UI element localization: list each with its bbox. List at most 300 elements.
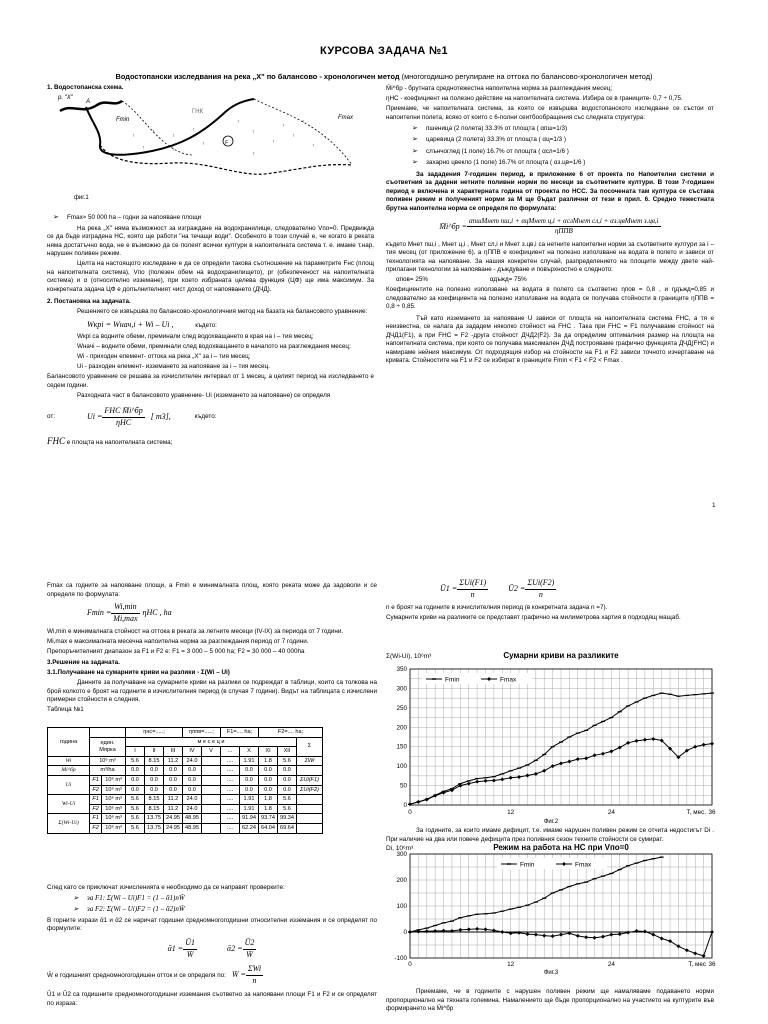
svg-text:↑: ↑: [142, 145, 145, 151]
chart-point-fmax: [492, 779, 496, 783]
page-number: 1: [712, 502, 716, 509]
right-column-page2-top: [386, 604, 714, 624]
chart-legend-label: Fmin: [445, 676, 460, 684]
table-row-sublabel: F2: [90, 823, 102, 833]
chart-xtick-label: 12: [507, 809, 515, 816]
chart-xlabel: T, мес: [688, 961, 706, 968]
table-cell: 48.95: [183, 823, 202, 833]
page-subtitle: [0, 72, 768, 82]
para-method: Решението се извършва по балансово-хронологичния метод на базата на балансовото уравнение:: [77, 308, 368, 315]
chart-point-fmax: [517, 775, 521, 779]
chart-point-fmax: [467, 782, 471, 786]
river-line: [60, 101, 122, 111]
table-row-unit: 10⁶ m³: [102, 795, 126, 805]
table-cell: 69.64: [278, 823, 297, 833]
chart-legend-label: Fmin: [520, 861, 535, 869]
bullet-fmax: ➢ Fmax≈ 50 000 ha – годни за напояване площи: [67, 213, 374, 223]
para-net-norms: където Mнет пш,i , Mнет ц,i , Mнет сл,i и Mнет з.цв,i са нетните напоителни норми за съответните култури за i – тия месец (от приложение 6), а ηППВ е коефициент на полезно използване на водата в полето и зависи от технологията на напояване. За нашия конкретен случай, разпределението на площите между двете най-прилагани технологии за напояване - дъждуване и повърхностно е следното:: [386, 240, 714, 274]
table-cell: 64.04: [259, 823, 278, 833]
table-cell: ....: [221, 823, 240, 833]
equation-u2-fraction: [525, 578, 556, 601]
table-month-header: V: [202, 747, 221, 757]
chart-point-fmax: [475, 927, 479, 931]
chart-ns-operating-mode: [382, 838, 722, 988]
chart-point-fmax: [467, 927, 471, 931]
table-header-unit: един. Мярка: [90, 737, 126, 756]
share-sprinkler: αдъжд= 75%: [489, 276, 527, 284]
table-row-sum: ΣWi: [297, 756, 323, 766]
chart-point-fmax: [408, 930, 412, 934]
table-row-unit: 10⁶ m³: [102, 814, 126, 824]
table-row-sum: [297, 766, 323, 776]
table-header-eta-ppv: ηппв=.....;: [183, 728, 221, 738]
field-marks: [132, 119, 327, 157]
svg-text:↑: ↑: [252, 151, 255, 157]
chart-point-fmax: [576, 757, 580, 761]
chart-point-fmax: [484, 927, 488, 931]
equation-fmin-num: Wi,min: [111, 602, 139, 614]
chart-point-fmax: [559, 761, 563, 765]
table-cell: 0.0: [164, 766, 183, 776]
equation-u1-fraction: [457, 578, 488, 601]
table-row-sublabel: F2: [90, 804, 102, 814]
fig-label-f: F: [225, 140, 229, 146]
chart-point-fmax: [626, 741, 630, 745]
fig-label-fmin: Fmin: [116, 117, 130, 123]
table-cell: 0.0: [278, 766, 297, 776]
para-checks: След като се приключат изчисленията е необходимо да се направят проверките:: [47, 884, 285, 891]
chart-point-fmax: [584, 756, 588, 760]
chart-point-fmax: [685, 948, 689, 952]
chart-point-fmax: [626, 931, 630, 935]
table-cell: [202, 823, 221, 833]
equation-mbr-lhs: M̄i^бр =: [439, 221, 468, 231]
equation-ui: [47, 406, 374, 429]
fmax-boundary: [254, 99, 352, 165]
def-fnc-symbol: FНС: [47, 435, 65, 446]
svg-text:↑: ↑: [252, 129, 255, 135]
chart-point-fmax: [618, 932, 622, 936]
chart-caption: Фиг.3: [543, 970, 559, 976]
table-row: [48, 804, 323, 814]
para-river: На река „Х" няма възможност за изграждане на водохранилище, следователно Vпо=0. Предвижда се да бъде изградена НС, която ще работи "на течащи води". Особеното в този случай е, че когато в реката няма достатъчно вода, не е възможно да се полеят всички култури в напоителната система т. е. имаме т.нар. нарушен поливен режим.: [47, 224, 374, 257]
table-header-f2: F2=.... ha;: [259, 728, 323, 738]
table-cell: 0.0: [240, 775, 259, 785]
table-month-header: IV: [183, 747, 202, 757]
table-row-sum: ΣUi(F2): [297, 785, 323, 795]
table-cell: 0.0: [145, 766, 164, 776]
table-row-sum: [297, 814, 323, 824]
table-cell: 0.0: [183, 775, 202, 785]
table-cell: 11.2: [164, 804, 183, 814]
equation-alpha1-fraction: [183, 938, 197, 961]
chart-point-fmax: [542, 934, 546, 938]
table-cell: 13.75: [145, 814, 164, 824]
equation-ui-num: FНС M̄i^бр: [102, 406, 144, 418]
equation-fmin: [47, 602, 377, 625]
chart-point-fmax: [534, 933, 538, 937]
area-boundary: [100, 145, 352, 174]
chart-legend-label: Fmax: [575, 861, 592, 869]
heading-solution: 3.Решение на задачата.: [47, 659, 120, 667]
table-cell: 0.0: [259, 785, 278, 795]
table-row: [48, 814, 323, 824]
table-cell: 0.0: [164, 775, 183, 785]
equation-ui-where: където:: [194, 413, 217, 421]
chart-xtick-label: 24: [607, 961, 615, 968]
equation-mbr-den: ηППВ: [554, 227, 573, 236]
chart-point-fmax: [643, 738, 647, 742]
chart-title: Режим на работа на НС при Vпо=0: [493, 843, 629, 852]
equation-u1-num: ΣUi(F1): [457, 578, 488, 590]
table-cell: 1.91: [240, 756, 259, 766]
heading-scheme: 1. Водостопанска схема.: [47, 84, 124, 91]
table-cell: 0.0: [278, 775, 297, 785]
chart-xtick-label: 36: [708, 961, 716, 968]
table-row-sublabel: F2: [90, 785, 102, 795]
equation-balance: [47, 320, 374, 331]
chart-xtick-label: 0: [408, 961, 412, 968]
table-cell: 11.2: [164, 795, 183, 805]
table-row-label: Wi-Ui: [48, 795, 90, 814]
table-cell: 0.0: [278, 785, 297, 795]
chart-point-fmax: [525, 773, 529, 777]
table-cell: ....: [221, 804, 240, 814]
para-deficit: За годините, за които имаме дефицит, т.е. имаме нарушен поливен режим се отчита недостигът Di . При наличие на два или повече дефицита през поливния сезон техните стойности се сумират.: [386, 827, 714, 843]
table-cell: ....: [221, 814, 240, 824]
table-cell: 0.0: [145, 785, 164, 795]
chart-point-fmax: [601, 935, 605, 939]
para-structure: Приемаме, че напоителната система, за която се извършва водостопанското изследване се състои от напоителни полета, всяко от които с 6-полни сеитбообращения със следната структура:: [386, 105, 714, 121]
chart-ytick-label: 50: [399, 782, 407, 790]
chart-point-fmax: [601, 752, 605, 756]
def-wnach: Wначi – водните обеми, преминали след водохващането в началото на разглеждания месец;: [77, 343, 351, 351]
chart-point-fmax: [484, 779, 488, 783]
table-row: [48, 775, 323, 785]
chart-point-fmax: [651, 933, 655, 937]
table-row: [48, 823, 323, 833]
chart-point-fmax: [551, 934, 555, 938]
equation-wbar-text: W̄ e годишният средномногогодишен отток и се определя по:: [47, 971, 226, 979]
table-row: [48, 756, 323, 766]
table-cell: 0.0: [183, 766, 202, 776]
para-ui: Разходната част в балансовото уравнение- Ui (изземането за напояване) се определя: [77, 391, 331, 399]
chart-ytick-label: 200: [396, 877, 407, 884]
chart-point-fmax: [551, 764, 555, 768]
svg-text:↑: ↑: [282, 123, 285, 129]
equation-balance-text: Wкрi = Wнач,i + Wi – Ui ,: [87, 319, 174, 329]
svg-text:↑: ↑: [172, 147, 175, 153]
chart-point-fmax: [500, 930, 504, 934]
check-f1: ➢ за F1: Σ(Wi – Ui)F1 = (1 – ᾱ1)nW̄: [87, 894, 377, 903]
table-cell: 5.6: [126, 823, 145, 833]
table-cell: [202, 814, 221, 824]
table-row-unit: 10⁶ m³: [102, 823, 126, 833]
def-wmin: Wi,min е минималната стойност на оттока в реката за летните месеци (IV-IX) за периода от 7 години.: [47, 627, 344, 635]
table-month-header: XII: [278, 747, 297, 757]
para-fmax-fmin: Fmax са годните за напояване площи, а Fmin е минималната площ, която реката може да задоволи и се определя по формулата:: [47, 582, 377, 598]
table-cell: [202, 785, 221, 795]
table-cell: 62.24: [240, 823, 259, 833]
table-caption: Таблица №1: [47, 706, 84, 714]
recommended-range: Препоръчителният диапазон за F1 и F2 е: F1 = 3 000 – 5 000 ha; F2 = 30 000 – 40 000ha: [47, 647, 305, 655]
table-cell: 5.6: [278, 804, 297, 814]
equation-fmin-fraction: [111, 602, 139, 625]
table-row-label: Ui: [48, 775, 90, 794]
table-header-f1: F1=.... ha;: [221, 728, 259, 738]
table-cell: 24.95: [164, 823, 183, 833]
chart-point-fmax: [576, 934, 580, 938]
equation-wbar-num: ΣWi: [246, 964, 263, 976]
right-column-top: [386, 85, 714, 367]
table-cell: 91.94: [240, 814, 259, 824]
chart-title: Сумарни криви на разликите: [503, 651, 619, 660]
chart-ytick-label: 300: [396, 851, 407, 858]
table-cell: 1.91: [240, 804, 259, 814]
chart-point-fmax: [534, 772, 538, 776]
chart-point-fmax: [651, 737, 655, 741]
table-header-year: година: [48, 728, 90, 757]
table-cell: [202, 766, 221, 776]
chart-ytick-label: -100: [394, 955, 407, 962]
equation-alpha2-num: Ū2: [243, 938, 257, 950]
table-cell: 8.15: [145, 756, 164, 766]
table-row-sublabel: F1: [90, 814, 102, 824]
equation-u2-num: ΣUi(F2): [525, 578, 556, 590]
table-row-sublabel: F1: [90, 775, 102, 785]
table-cell: 5.6: [126, 756, 145, 766]
para-alpha: В горните изрази ᾱ1 и ᾱ2 се наричат годишни средномногогодишни относителни изземания и се определят по формулите:: [47, 916, 377, 933]
def-wi: Wi - приходен елемент- оттока на река „Х" за i – тия месец;: [77, 353, 251, 361]
table-month-header: III: [164, 747, 183, 757]
chart-point-fmax: [425, 929, 429, 933]
table-cell: 24.0: [183, 795, 202, 805]
para-curves: Сумарните криви на разликите се представят графично на милиметрова хартия в подходящ мащаб.: [386, 614, 681, 621]
equation-u1: [440, 578, 488, 601]
chart-point-fmax: [710, 742, 714, 746]
table-cell: 1.8: [259, 756, 278, 766]
scheme-figure: [52, 93, 370, 205]
equation-alpha2: [227, 938, 256, 961]
chart-legend-label: Fmax: [500, 676, 517, 684]
equation-ui-den: ηНС: [116, 418, 132, 428]
para-efficiency: Коефициентите на полезно използване на водата в полето са съответно ηпов = 0,8 , и ηдъжд=0,85 и следователно за коефициента на полезно използване на водата се получава стойности в границите ηППВ = 0,8 ÷ 0,85.: [386, 286, 714, 311]
svg-text:↑: ↑: [172, 133, 175, 139]
equation-u1-lhs: Ū1 =: [440, 583, 458, 593]
svg-text:↑: ↑: [132, 133, 135, 139]
table-cell: [202, 775, 221, 785]
table-cell: 1.91: [240, 795, 259, 805]
svg-text:↑: ↑: [237, 119, 240, 125]
svg-text:↑: ↑: [302, 119, 305, 125]
chart-xtick-label: 24: [607, 809, 615, 816]
table-cell: 5.6: [126, 795, 145, 805]
table-cell: 0.0: [259, 766, 278, 776]
table-cell: ....: [221, 766, 240, 776]
table-cell: [202, 804, 221, 814]
table-header-sigma: Σ: [297, 737, 323, 756]
table-row-sum: [297, 804, 323, 814]
chart-point-fmax: [693, 745, 697, 749]
crop-item: ➢ царевица (2 полета) 33.3% от площта ( αц=1/3 ): [426, 135, 714, 145]
chart-point-fmax: [567, 759, 571, 763]
chart-point-fmax: [559, 933, 563, 937]
table-cell: 93.74: [259, 814, 278, 824]
equation-u2: [508, 578, 556, 601]
table-cell: 13.75: [145, 823, 164, 833]
equation-ui-lhs: Ui =: [87, 412, 103, 422]
svg-text:↑: ↑: [292, 133, 295, 139]
table-cell: ....: [221, 785, 240, 795]
table-cell: 48.95: [183, 814, 202, 824]
equation-mbr-fraction: [467, 217, 661, 237]
def-mmax: Mi,max е максималната месечна напоителна норма за разглеждания период от 7 години.: [47, 637, 309, 645]
table-row-unit: 10⁶ m³: [102, 785, 126, 795]
table-cell: 0.0: [126, 785, 145, 795]
heading-3-1: 3.1.Получаване на сумарните криви на разлики - Σ(Wi – Ui): [47, 669, 230, 677]
chart-ylabel: Di, 10⁶m³: [386, 845, 414, 852]
table-cell: 0.0: [164, 785, 183, 795]
table-header-months: м е с е ц и: [126, 737, 297, 747]
table-cell: ....: [221, 795, 240, 805]
svg-text:↑: ↑: [324, 135, 327, 141]
svg-text:↑: ↑: [312, 143, 315, 149]
chart-legend: [497, 858, 607, 869]
table-month-header: ...: [221, 747, 240, 757]
equation-u2-den: n: [538, 589, 543, 599]
chart-point-fmax: [635, 739, 639, 743]
equation-fmin-den: Mi,max: [113, 613, 138, 623]
svg-text:↑: ↑: [152, 129, 155, 135]
chart-point-fmax: [609, 749, 613, 753]
subtitle-rest: (многогодишно регулиране на оттока по балансово-хронологичен метод): [401, 72, 653, 81]
chart-point-fmax: [702, 954, 706, 958]
chart-point-fmax: [693, 951, 697, 955]
def-ui: Ui - разходен елемент- изземането за напояване за i – тия месец.: [77, 363, 270, 371]
chart-point-fmax: [475, 780, 479, 784]
table-cell: 0.0: [259, 775, 278, 785]
equation-u2-lhs: Ū2 =: [508, 583, 526, 593]
page-title: КУРСОВА ЗАДАЧА №1: [320, 45, 448, 57]
crop-item: ➢ пшеница (2 полета) 33.3% от площта ( αпш=1/3): [426, 124, 714, 134]
chart-point-fmax: [408, 802, 412, 806]
equation-ui-fraction: [102, 406, 144, 429]
table-cell: [202, 795, 221, 805]
table-row: [48, 785, 323, 795]
svg-text:↑: ↑: [272, 139, 275, 145]
equation-alpha1-den: W̄: [186, 949, 194, 959]
share-surface: αпов= 25%: [396, 276, 428, 284]
chart-xtick-label: 36: [708, 809, 716, 816]
chart-point-fmax: [609, 933, 613, 937]
table-row-label: Wi: [48, 756, 90, 766]
chart-ytick-label: 350: [396, 666, 407, 673]
chart-point-fmax: [416, 800, 420, 804]
chart-point-fmax: [584, 935, 588, 939]
chart-ytick-label: 100: [396, 763, 407, 771]
equation-balance-where: където:: [195, 321, 217, 329]
table-cell: 5.6: [278, 756, 297, 766]
canal-line: [86, 99, 254, 155]
table-cell: 0.0: [145, 775, 164, 785]
equation-ui-unit: [ m3],: [150, 412, 171, 422]
tech-shares: [386, 276, 714, 285]
para-ubar: Ū1 и Ū2 са годишните средномногогодишни изземания съответно за напоявани площи F1 и F2 и се определят по израза:: [47, 991, 377, 1007]
table-cell: 24.0: [183, 804, 202, 814]
chart-caption: Фиг.2: [543, 819, 559, 825]
check-list: [47, 894, 377, 915]
table-header-eta-nc: ηнс=.....;: [126, 728, 183, 738]
table-row: [48, 795, 323, 805]
equation-wbar: [47, 964, 377, 987]
table-cell: 0.0: [240, 785, 259, 795]
table-cell: 24.0: [183, 756, 202, 766]
table-cell: 0.0: [183, 785, 202, 795]
table-header-blank: [90, 728, 126, 738]
equation-ubar: [440, 578, 556, 601]
equation-alpha2-lhs: ᾱ2 =: [227, 943, 243, 953]
def-wkr: Wкрi са водните обеми, преминали след водохващането в края на i – тия месец;: [77, 333, 314, 341]
equation-wbar-lhs: W̄ =: [231, 970, 246, 980]
def-fnc: [47, 435, 374, 448]
right-column-final: [386, 988, 714, 1015]
chart-ytick-label: 300: [396, 685, 407, 693]
chart-point-fmax: [542, 769, 546, 773]
chart-ytick-label: 250: [396, 704, 407, 712]
para-period: За зададения 7-годишен период, в приложение 6 от проекта по Напоителни системи и съответния за дадени нетните поливни норми по месеци за съответните култури. В този 7-годишен период е включена и характерната година от проекта по НСС. За посочената там култура се състава поливен режим и полученият норми за M ще бъдат различни от тези в прил. 6. Средно тежестната брутна напоителна норма се определя по формулата:: [386, 170, 714, 212]
chart-point-fmax: [593, 753, 597, 757]
chart-xtick-label: 12: [507, 961, 515, 968]
table-month-header: XI: [259, 747, 278, 757]
chart-ytick-label: 150: [396, 743, 407, 751]
table-row-label: Mi^бр: [48, 766, 90, 776]
chart-cumulative-differences: [382, 646, 722, 825]
table-row-label: Σ(Wi-Ui): [48, 814, 90, 833]
table-row-sublabel: F1: [90, 795, 102, 805]
chart-point-fmax: [643, 929, 647, 933]
table-cell: 5.6: [126, 814, 145, 824]
crop-list: [386, 124, 714, 168]
chart-point-fmax: [500, 777, 504, 781]
crop-item: ➢ слънчоглед (1 поле) 16.7% от площта ( αсл=1/6 ): [426, 147, 714, 157]
chart-point-fmax: [517, 931, 521, 935]
equation-ui-ot: от:: [47, 413, 55, 421]
chart-xtick-label: 0: [408, 809, 412, 816]
fig-label-fmax: Fmax: [338, 115, 353, 121]
equation-wbar-fraction: [246, 964, 263, 987]
def-n: n е броят на годините в изчислителния период (в конкретната задача n =7).: [386, 604, 608, 611]
table-row: [48, 766, 323, 776]
para-interval: Балансовото уравнение се решава за изчислителен интервал от 1 месец, а целият период на изследването е седем години.: [47, 373, 374, 389]
svg-text:↑: ↑: [202, 141, 205, 147]
table-cell: 24.95: [164, 814, 183, 824]
subtitle-bold: Водостопански изследвания на река „X" по балансово - хронологичен метод: [115, 72, 400, 81]
equation-alpha: [47, 938, 377, 961]
equation-mbr-num: αпшMнет пш,i + αцMнет ц,i + αслMнет сл,i + αз.цвMнет з.цв,i: [467, 217, 661, 227]
table-row-unit: 10⁶ m³: [90, 756, 126, 766]
check-f2: ➢ за F2: Σ(Wi – Ui)F2 = (1 – ᾱ2)nW̄: [87, 905, 377, 914]
left-column-body: [47, 213, 374, 449]
def-fnc-text: е площта на напоителната система;: [66, 438, 173, 446]
def-mbr: M̄i^бр - брутната среднотежестна напоителна норма за разглеждания месец;: [386, 85, 613, 92]
equation-alpha1-num: Ū1: [183, 938, 197, 950]
table-row-sum: [297, 823, 323, 833]
table-row-sum: [297, 795, 323, 805]
table-cell: 1.8: [259, 795, 278, 805]
chart-ytick-label: 0: [403, 929, 407, 936]
chart-point-fmax: [618, 745, 622, 749]
table-cell: 0.0: [126, 766, 145, 776]
